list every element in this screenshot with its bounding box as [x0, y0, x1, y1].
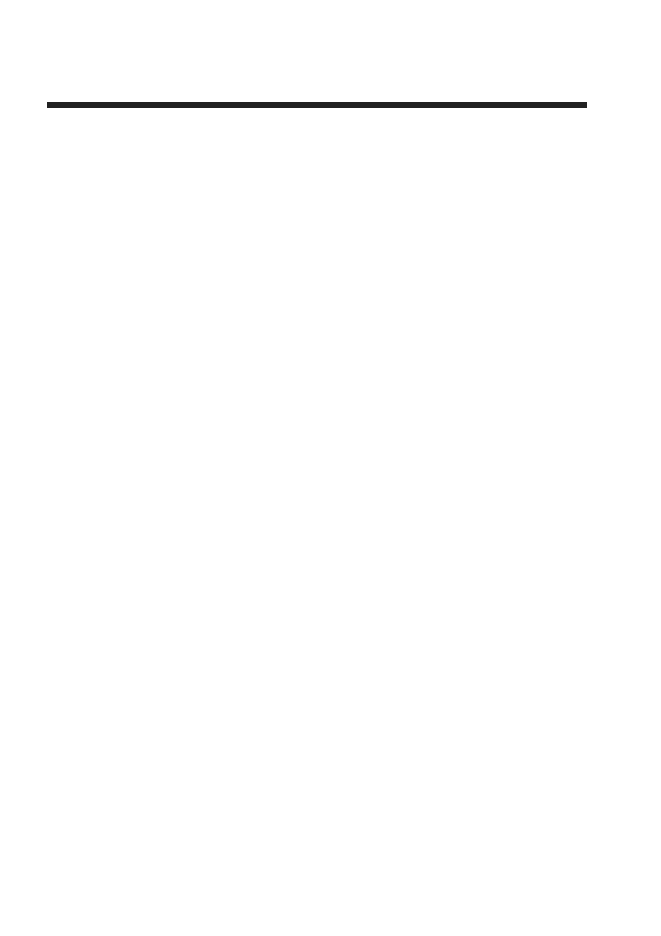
table-cell [227, 107, 396, 108]
list-item [47, 169, 585, 181]
paragraph [47, 181, 585, 193]
paragraph [47, 120, 585, 132]
avoid-section [47, 120, 585, 193]
table-row [48, 107, 587, 108]
list-item [47, 157, 585, 169]
list-item [47, 132, 585, 144]
table-cell [48, 107, 228, 108]
document-body [47, 91, 585, 193]
list-item [47, 144, 585, 156]
recommendations-table [47, 102, 587, 108]
avoid-list [47, 132, 585, 181]
table-cell [396, 107, 586, 108]
